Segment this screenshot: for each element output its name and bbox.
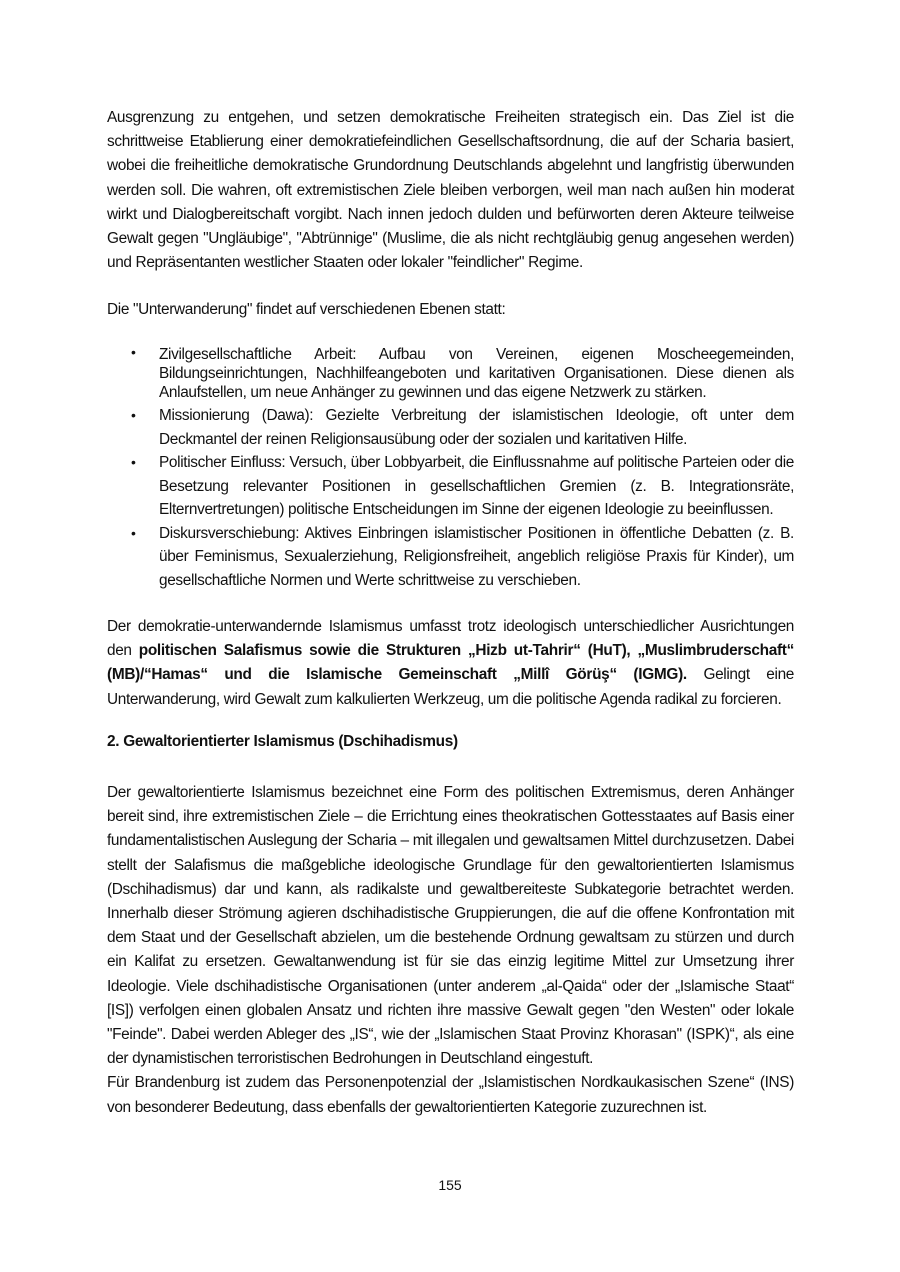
list-item (107, 522, 794, 593)
list-item (107, 451, 794, 522)
bullet-icon: • (131, 407, 136, 423)
list-item-text: Missionierung (Dawa): Gezielte Verbreitung der islamistischen Ideologie, oft unter dem Deckmantel der reinen Religionsausübung oder der sozialen und karitativen Hilfe. (159, 407, 794, 448)
list-item (107, 343, 794, 404)
paragraph-ebenen-intro: Die "Unterwanderung" findet auf verschiedenen Ebenen statt: (107, 301, 506, 318)
list-item (107, 404, 794, 451)
section-heading: 2. Gewaltorientierter Islamismus (Dschihadismus) (107, 733, 458, 750)
bullet-icon: • (131, 524, 136, 541)
paragraph-brandenburg-text: Für Brandenburg ist zudem das Personenpotenzial der „Islamistischen Nordkaukasischen Szene“ (INS) von besonderer Bedeutung, dass ebenfalls der gewaltorientierten Kategorie zuzurechnen ist. (107, 1074, 794, 1116)
paragraph-unterwanderung-ziele: Ausgrenzung zu entgehen, und setzen demokratische Freiheiten strategisch ein. Das Ziel ist die schrittweise Etablierung einer demokratiefeindlichen Gesellschaftsordnung, die auf der Scharia basiert, wobei die freiheitliche demokratische Grundordnung Deutschlands abgelehnt und langfristig überwunden werden soll. Die wahren, oft extremistischen Ziele bleiben verborgen, weil man nach außen hin moderat wirkt und Dialogbereitschaft vorgibt. Nach innen jedoch dulden und befürworten deren Akteure teilweise Gewalt gegen "Ungläubige", "Abtrünnige" (Muslime, die als nicht rechtgläubig genug angesehen werden) und Repräsentanten westlicher Staaten oder lokaler "feindlicher" Regime. (107, 109, 794, 272)
bullet-icon: • (131, 344, 136, 360)
list-item-text: Zivilgesellschaftliche Arbeit: Aufbau von Vereinen, eigenen Moscheegemeinden, Bildungseinrichtungen, Nachhilfeangeboten und karitativen Organisationen. Diese dienen als Anlaufstellen, um neue Anhänger zu gewinnen und das eigene Netzwerk zu stärken. (159, 346, 794, 401)
list-item-text: Diskursverschiebung: Aktives Einbringen islamistischer Positionen in öffentliche Debatten (z. B. über Feminismus, Sexualerziehung, Religionsfreiheit, angeblich religiöse Praxis für Kinder), um gesellschaftliche Normen und Werte schrittweise zu verschieben. (159, 524, 794, 589)
paragraph-strukturen (107, 615, 794, 712)
bullet-icon: • (131, 454, 136, 470)
paragraph-strukturen-outro: Gelingt eine Unterwanderung, wird Gewalt zum kalkulierten Werkzeug, um die politische Agenda radikal zu forcieren. (107, 666, 794, 708)
paragraph-strukturen-intro: Der demokratie-unterwandernde Islamismus umfasst trotz ideologisch unterschiedlicher Ausrichtungen den (107, 618, 794, 660)
bullet-list-ebenen (107, 343, 794, 592)
paragraph-strukturen-bold: politischen Salafismus sowie die Strukturen „Hizb ut-Tahrir“ (HuT), „Muslimbruderschaft“ (MB)/“Hamas“ und die Islamische Gemeinschaft „Millî Görüş“ (IGMG). (107, 642, 795, 684)
list-item-text: Politischer Einfluss: Versuch, über Lobbyarbeit, die Einflussnahme auf politische Parteien oder die Besetzung relevanter Positionen in gesellschaftlichen Gremien (z. B. Integrationsräte, Elternvertretungen) politische Entscheidungen im Sinne der eigenen Ideologie zu beeinflussen. (159, 454, 794, 518)
paragraph-dschihadismus (107, 781, 794, 1120)
paragraph-dschihadismus-text: Der gewaltorientierte Islamismus bezeichnet eine Form des politischen Extremismus, deren Anhänger bereit sind, ihre extremistischen Ziele – die Errichtung eines theokratischen Gottesstaates auf Basis einer fundamentalistischen Auslegung der Scharia – mit illegalen und gewaltsamen Mittel durchzusetzen. Dabei stellt der Salafismus die maßgebliche ideologische Grundlage für den gewaltorientierten Islamismus (Dschihadismus) dar und kann, als radikalste und gewaltbereiteste Subkategorie betrachtet werden. Innerhalb dieser Strömung agieren dschihadistische Gruppierungen, die auf die offene Konfrontation mit dem Staat und der Gesellschaft abzielen, um die bestehende Ordnung gewaltsam zu stürzen und durch ein Kalifat zu ersetzen. Gewaltanwendung ist für sie das einzig legitime Mittel zur Umsetzung ihrer Ideologie. Viele dschihadistische Organisationen (unter anderem „al-Qaida“ oder der „Islamische Staat“ [IS]) verfolgen einen globalen Ansatz und richten ihre massive Gewalt gegen "den Westen" oder lokale "Feinde". Dabei werden Ableger des „IS“, wie der „Islamischen Staat Provinz Khorasan" (ISPK)“, als eine der dynamistischen terroristischen Bedrohungen in Deutschland eingestuft. (107, 784, 794, 1068)
page-number: 155 (438, 1177, 462, 1193)
